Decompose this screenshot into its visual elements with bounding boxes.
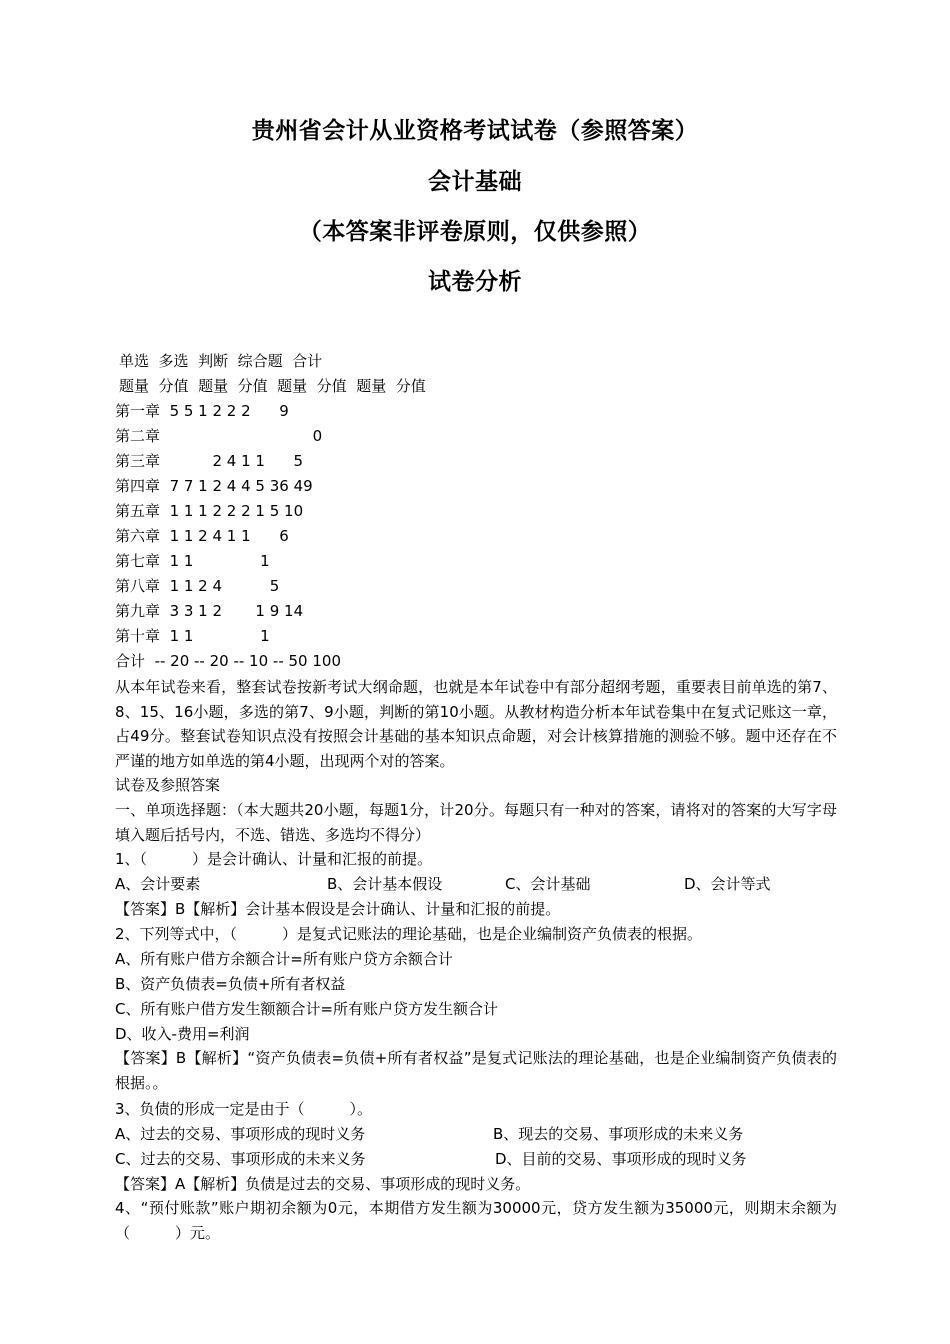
question-2-option-a: A、所有账户借方余额合计=所有账户贷方余额合计 [115,950,453,968]
chapter-label: 第四章 [115,477,161,495]
chapter-label: 第十章 [115,627,161,645]
chapter-values: 2 4 1 1 5 [169,452,304,470]
table-row [115,525,289,547]
section-heading: 试卷分析 [428,269,522,295]
chapter-label: 第五章 [115,502,161,520]
chapter-values: 0 [169,427,323,445]
question-2-option-c: C、所有账户借方发生额额合计=所有账户贷方发生额合计 [115,1000,499,1018]
question-3-option-a: A、过去的交易、事项形成的现时义务 [115,1125,366,1143]
table-total-row [115,650,341,672]
question-1-option-a: A、会计要素 [115,875,201,893]
table-row [115,450,303,472]
chapter-label: 第一章 [115,402,161,420]
document-subtitle: 会计基础 [428,169,522,195]
question-3-option-c: C、过去的交易、事项形成的未来义务 [115,1150,366,1168]
question-1-option-b: B、会计基本假设 [327,875,443,893]
question-2-stem: 2、下列等式中，（ ）是复式记账法的理论基础，也是企业编制资产负债表的根据。 [115,925,703,943]
chapter-label: 第八章 [115,577,161,595]
table-row [115,400,289,422]
question-1-option-d: D、会计等式 [684,875,771,893]
total-label: 合计 [115,652,146,670]
question-2-option-b: B、资产负债表=负债+所有者权益 [115,975,346,993]
section-intro: 一、单项选择题：（本大题共20小题，每题1分，计20分。每题只有一种对的答案，请将对的答案的大写字母填入题后括号内，不选、错选、多选均不得分） [115,801,837,844]
question-4-stem: 4、“预付账款”账户期初余额为0元，本期借方发生额为30000元，贷方发生额为35000元，则期末余额为（ ）元。 [115,1199,837,1242]
question-3-answer: 【答案】A【解析】负债是过去的交易、事项形成的现时义务。 [115,1175,531,1193]
table-row [115,575,279,597]
analysis-paragraph: 从本年试卷来看，整套试卷按新考试大纲命题，也就是本年试卷中有部分超纲考题，重要表目前单选的第7、8、15、16小题，多选的第7、9小题，判断的第10小题。从教材构造分析本年试卷集中在复式记账这一章，占49分。整套试卷知识点没有按照会计基础的基本知识点命题，对会计核算措施的测验不够。题中还存在不严谨的地方如单选的第4小题，出现两个对的答案。 [115,678,837,770]
chapter-values: 1 1 1 [169,627,270,645]
question-2-option-d: D、收入-费用=利润 [115,1025,250,1043]
chapter-values: 1 1 2 4 1 1 6 [169,527,289,545]
document-note: （本答案非评卷原则，仅供参照） [298,219,652,245]
chapter-values: 1 1 2 4 5 [169,577,280,595]
chapter-values: 1 1 1 [169,552,270,570]
chapter-label: 第七章 [115,552,161,570]
question-1-option-c: C、会计基础 [505,875,591,893]
question-3-option-d: D、目前的交易、事项形成的现时义务 [495,1150,747,1168]
chapter-label: 第三章 [115,452,161,470]
chapter-label: 第二章 [115,427,161,445]
question-3-stem: 3、负债的形成一定是由于（ ）。 [115,1100,373,1118]
table-row [115,625,270,647]
table-row [115,475,313,497]
total-values: -- 20 -- 20 -- 10 -- 50 100 [154,652,341,670]
chapter-values: 1 1 1 2 2 2 1 5 10 [169,502,304,520]
table-row [115,425,322,447]
table-row [115,550,270,572]
question-1-answer: 【答案】B【解析】会计基本假设是会计确认、计量和汇报的前提。 [115,900,561,918]
question-1-stem: 1、（ ）是会计确认、计量和汇报的前提。 [115,850,433,868]
document-title: 贵州省会计从业资格考试试卷（参照答案） [251,118,699,144]
chapter-label: 第九章 [115,602,161,620]
table-row [115,500,303,522]
question-3-option-b: B、现去的交易、事项形成的未来义务 [493,1125,744,1143]
chapter-values: 3 3 1 2 1 9 14 [169,602,304,620]
table-row [115,600,303,622]
chapter-values: 7 7 1 2 4 4 5 36 49 [169,477,313,495]
chapter-label: 第六章 [115,527,161,545]
paper-heading: 试卷及参照答案 [115,776,221,794]
question-2-answer: 【答案】B【解析】“资产负债表=负债+所有者权益”是复式记账法的理论基础，也是企业编制资产负债表的根据。。 [115,1049,837,1092]
chapter-values: 5 5 1 2 2 2 9 [169,402,289,420]
table-header-types: 单选 多选 判断 综合题 合计 [119,352,323,370]
table-header-metrics: 题量 分值 题量 分值 题量 分值 题量 分值 [119,377,426,395]
